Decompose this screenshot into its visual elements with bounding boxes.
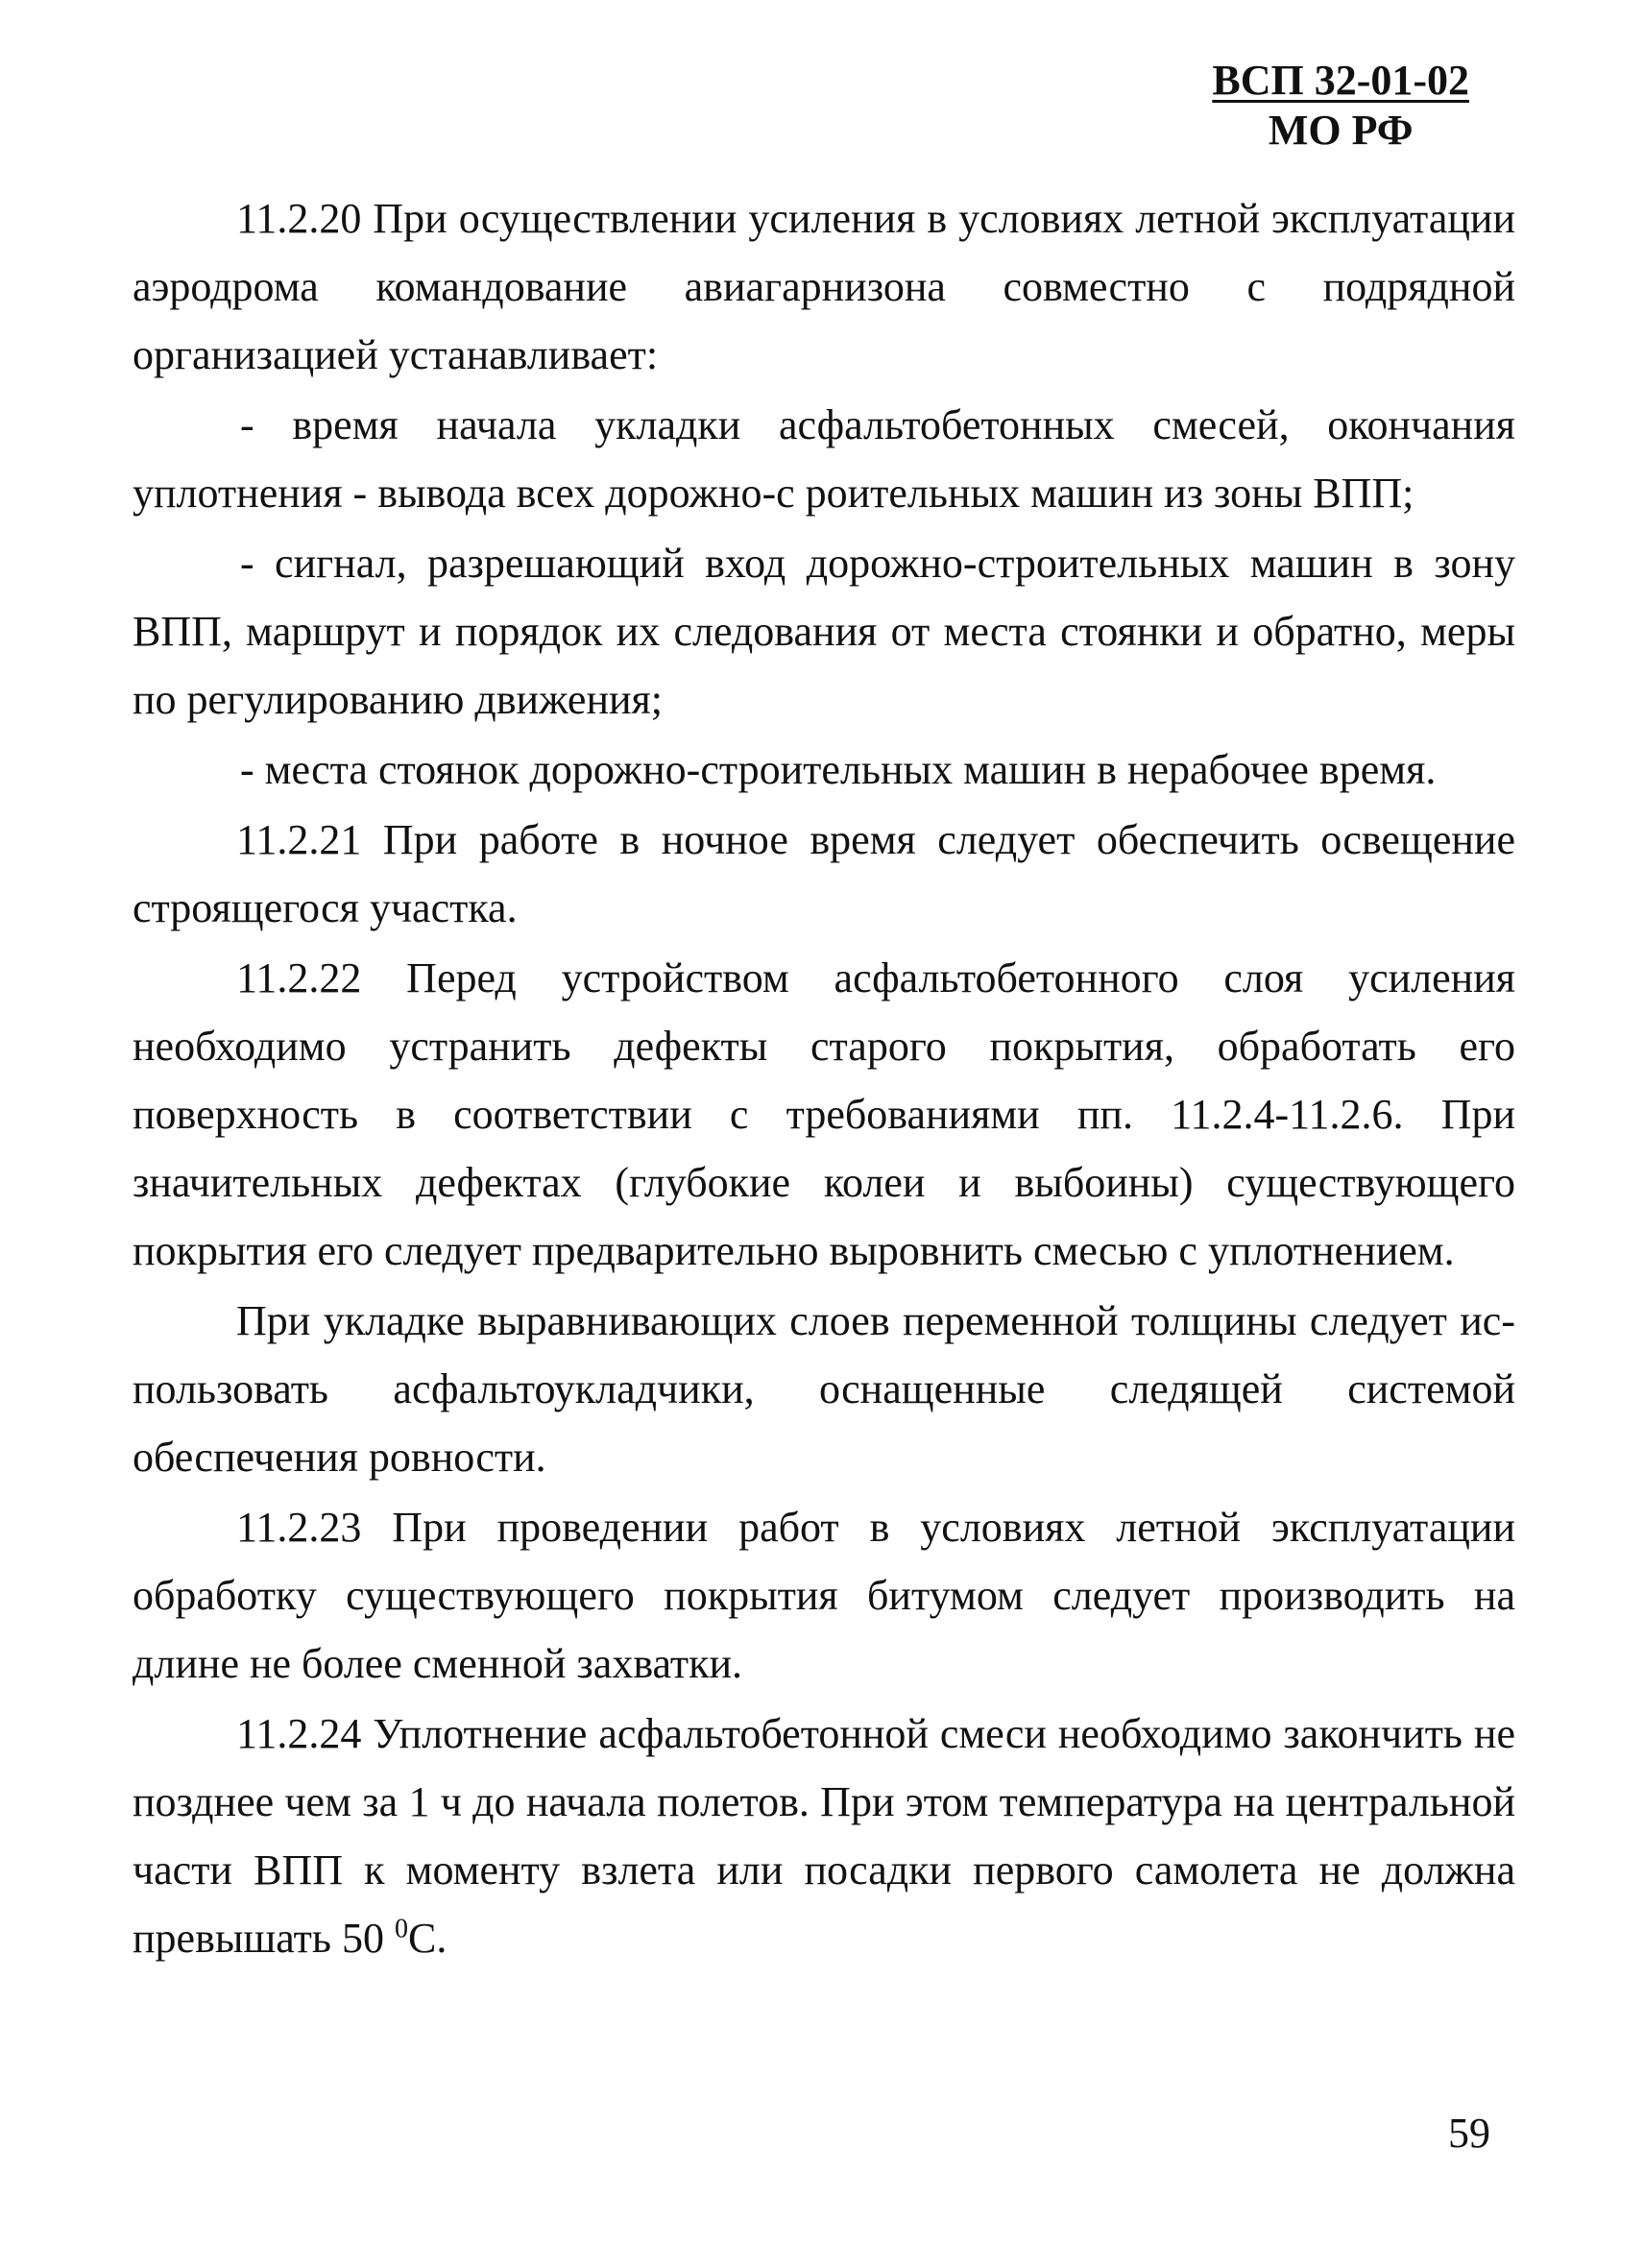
paragraph-11-2-24 — [133, 1700, 1515, 1972]
paragraph-11-2-22: 11.2.22 Перед устройством асфальтобетонного слоя усиления необходимо устранить дефекты старого покрытия, обработать его поверхность в соответствии с требованиями пп. 11.2.4-11.2.6. При значительных дефектах (глубокие колеи и выбоины) существующего покрытия его следует предварительно выровнить смесью с уплотнением. — [133, 954, 1515, 1274]
document-body — [133, 184, 1515, 1974]
temperature-unit: С. — [407, 1915, 447, 1962]
paragraph-11-2-24-text: 11.2.24 Уплотнение асфальтобетонной смеси необходимо закончить не позднее чем за 1 ч до начала полетов. При этом температура на центральной части ВПП к моменту взлета или посадки первого самолета не должна превышать 50 — [133, 1710, 1515, 1962]
paragraph-11-2-20: 11.2.20 При осуществлении усиления в условиях летной эксплуатации аэродрома командование авиагарнизона совместно с подрядной организацией устанавливает: — [133, 195, 1515, 378]
paragraph-11-2-21: 11.2.21 При работе в ночное время следует обеспечить освещение строящегося участка. — [133, 816, 1515, 931]
list-item-entry-signal: - сигнал, разрешающий вход дорожно-строительных машин в зону ВПП, маршрут и порядок их следования от места стоянки и обратно, меры по регулированию движения; — [133, 540, 1515, 723]
paragraph-leveling-layers: При укладке выравнивающих слоев переменной толщины следует использовать асфальтоукладчики, оснащенные следящей системой обеспечения ровности. — [133, 1297, 1515, 1481]
document-header — [1212, 56, 1469, 156]
page-number: 59 — [1448, 2110, 1490, 2157]
document-organization: МО РФ — [1268, 107, 1414, 154]
list-item-parking-places: - места стоянок дорожно-строительных машин в нерабочее время. — [240, 746, 1437, 793]
degree-superscript: 0 — [394, 1914, 408, 1944]
paragraph-11-2-23: 11.2.23 При проведении работ в условиях летной эксплуатации обработку существующего покрытия битумом следует производить на длине не более сменной захватки. — [133, 1504, 1515, 1687]
list-item-start-time: - время начала укладки асфальтобетонных смесей, окончания уплотнения - вывода всех дорожно-с роительных машин из зоны ВПП; — [133, 401, 1515, 517]
document-code: ВСП 32-01-02 — [1212, 57, 1469, 104]
